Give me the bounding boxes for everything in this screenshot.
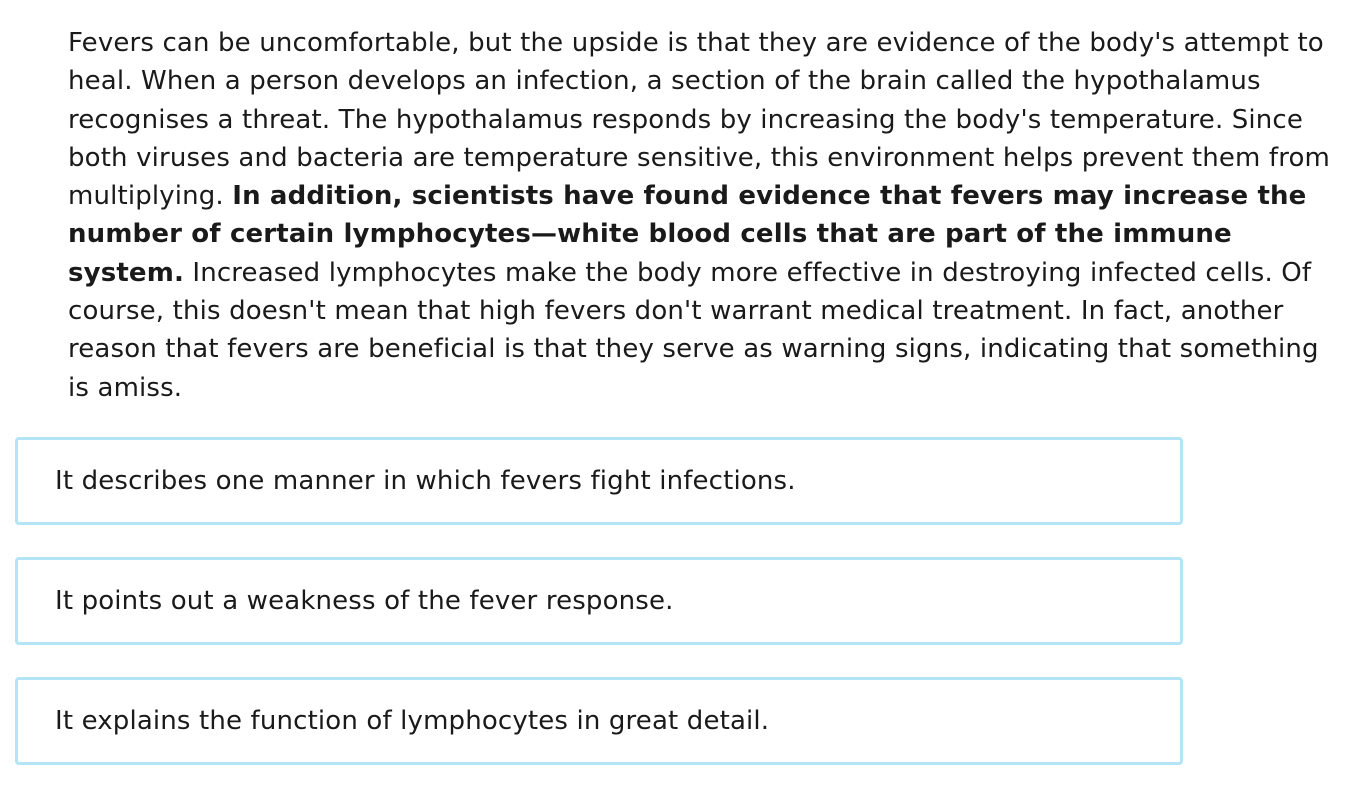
answer-choice-label: It points out a weakness of the fever response.: [55, 586, 674, 616]
answer-choice-label: It describes one manner in which fevers fight infections.: [55, 466, 796, 496]
passage-text-after: Increased lymphocytes make the body more effective in destroying infected cells. Of course, this doesn't mean that high fevers don't warrant medical treatment. In fact, another reason that fevers are beneficial is that they serve as warning signs, indicating that something is amiss.: [68, 257, 1319, 403]
passage-highlighted-sentence: In addition, scientists have found evidence that fevers may increase the number of certain lymphocytes—white blood cells that are part of the immune system.: [68, 181, 1307, 288]
reading-passage: [68, 24, 1338, 407]
answer-choice-label: It explains the function of lymphocytes in great detail.: [55, 706, 770, 736]
answer-choice-2[interactable]: [15, 557, 1183, 645]
answer-choice-1[interactable]: [15, 437, 1183, 525]
answer-choice-3[interactable]: [15, 677, 1183, 765]
passage-text-before: Fevers can be uncomfortable, but the upside is that they are evidence of the body's attempt to heal. When a person develops an infection, a section of the brain called the hypothalamus recognises a threat. The hypothalamus responds by increasing the body's temperature. Since both viruses and bacteria are temperature sensitive, this environment helps prevent them from multiplying.: [68, 28, 1331, 212]
